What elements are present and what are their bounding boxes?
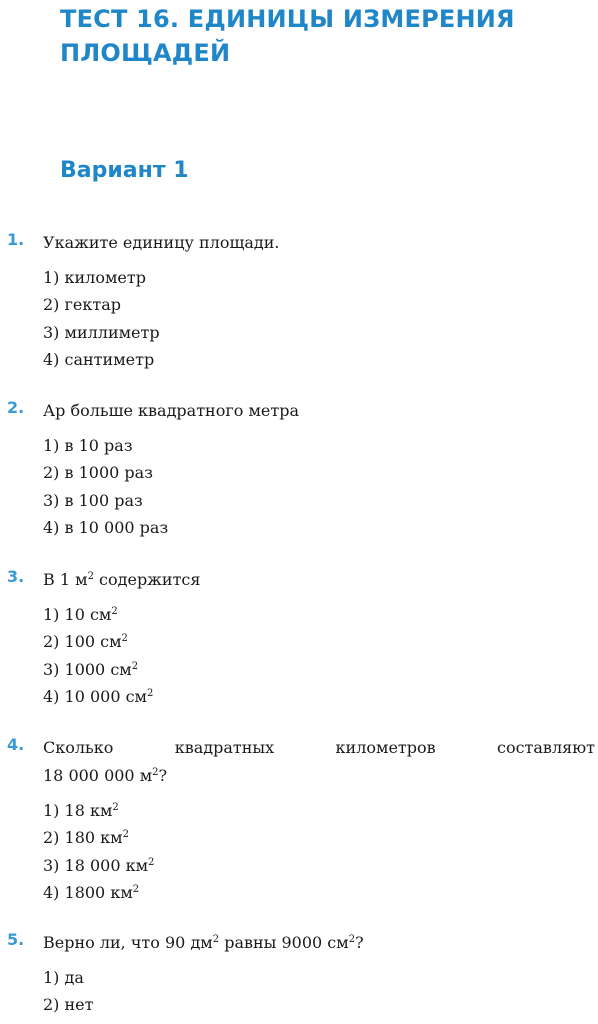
question-text-line xyxy=(43,762,595,790)
answer-option-text: 3) 1000 см xyxy=(43,659,132,679)
answer-option[interactable]: 2) нет xyxy=(43,995,94,1015)
test-title-line1: ТЕСТ 16. ЕДИНИЦЫ ИЗМЕРЕНИЯ xyxy=(60,5,515,33)
superscript: 2 xyxy=(212,934,220,945)
answer-option[interactable] xyxy=(43,797,154,824)
superscript: 2 xyxy=(112,802,119,813)
answer-options xyxy=(43,964,94,1019)
answer-option[interactable]: 4) в 10 000 раз xyxy=(43,517,169,537)
question-number: 4. xyxy=(7,735,25,754)
question-word: квадратных xyxy=(174,738,275,757)
superscript: 2 xyxy=(148,856,155,868)
test-title-line2: ПЛОЩАДЕЙ xyxy=(60,39,231,67)
question-text-line xyxy=(43,734,595,762)
superscript: 2 xyxy=(122,829,129,841)
question-text-part: содержится xyxy=(93,570,201,589)
question-word: составляют xyxy=(496,738,595,757)
question-text-part: 18 000 000 м xyxy=(43,766,153,785)
question-number: 2. xyxy=(7,398,25,417)
superscript: 2 xyxy=(131,660,139,672)
question-text-part: Верно ли, что 90 дм xyxy=(43,933,213,952)
answer-option[interactable] xyxy=(43,656,153,683)
answer-option[interactable]: 1) километр xyxy=(43,268,146,287)
variant-heading: Вариант 1 xyxy=(60,158,189,183)
answer-option-text: 2) 180 км xyxy=(43,828,123,848)
answer-option[interactable]: 1) в 10 раз xyxy=(43,436,133,455)
answer-option[interactable] xyxy=(43,824,154,851)
question-number: 1. xyxy=(7,230,25,249)
superscript: 2 xyxy=(152,767,159,778)
answer-option[interactable] xyxy=(43,879,154,906)
answer-option[interactable]: 4) сантиметр xyxy=(43,349,155,369)
superscript: 2 xyxy=(348,934,356,945)
answer-option-text: 1) 10 см xyxy=(43,605,112,624)
answer-option[interactable] xyxy=(43,601,153,628)
answer-option[interactable]: 1) да xyxy=(43,968,84,987)
superscript: 2 xyxy=(121,633,128,645)
question-number: 3. xyxy=(7,567,25,586)
answer-option[interactable]: 3) в 100 раз xyxy=(43,490,143,510)
answer-option[interactable]: 2) в 1000 раз xyxy=(43,463,153,483)
question-text xyxy=(43,566,595,594)
answer-option-text: 1) 18 км xyxy=(43,801,113,820)
answer-options xyxy=(43,432,168,541)
answer-option[interactable] xyxy=(43,683,153,710)
answer-option-text: 4) 10 000 см xyxy=(43,686,147,706)
answer-option[interactable] xyxy=(43,628,153,655)
question-text-part: ? xyxy=(158,766,168,785)
question-text xyxy=(43,734,595,790)
question-text xyxy=(43,929,595,957)
answer-option-text: 2) 100 см xyxy=(43,632,122,652)
question-text: Укажите единицу площади. xyxy=(43,233,280,252)
answer-option[interactable]: 2) гектар xyxy=(43,295,121,315)
answer-option[interactable] xyxy=(43,852,154,879)
answer-option-text: 3) 18 000 км xyxy=(43,855,149,875)
answer-options xyxy=(43,797,154,906)
question-text-part: В 1 м xyxy=(43,570,88,589)
superscript: 2 xyxy=(87,571,94,582)
question-text: Ар больше квадратного метра xyxy=(43,401,299,420)
question-text-part: ? xyxy=(355,933,364,952)
answer-option-text: 4) 1800 км xyxy=(43,882,133,902)
superscript: 2 xyxy=(111,606,118,617)
superscript: 2 xyxy=(146,687,154,699)
question-word: километров xyxy=(335,738,436,757)
test-title xyxy=(60,2,580,70)
answer-options xyxy=(43,601,153,710)
answer-options xyxy=(43,264,160,373)
superscript: 2 xyxy=(132,883,140,895)
question-word: Сколько xyxy=(43,738,114,757)
question-text-part: равны 9000 см xyxy=(219,933,349,952)
answer-option[interactable]: 3) миллиметр xyxy=(43,322,160,342)
question-number: 5. xyxy=(7,930,25,949)
